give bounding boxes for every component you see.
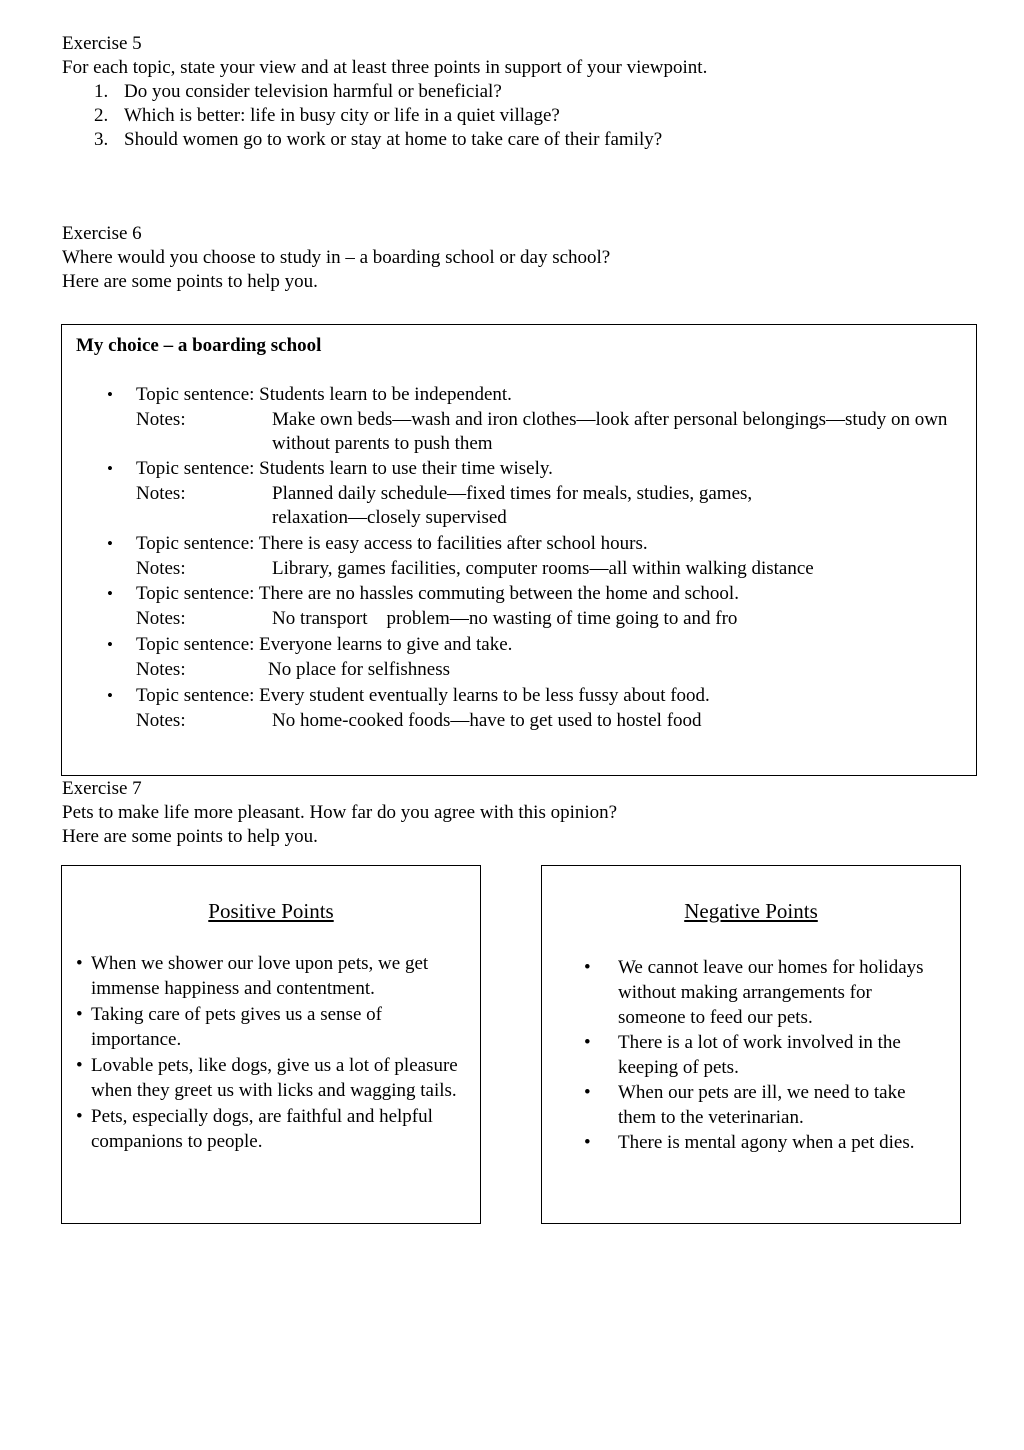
bullet-icon: • <box>584 1032 591 1053</box>
list-item <box>584 1080 944 1130</box>
bullet-icon: • <box>584 957 591 978</box>
list-item <box>584 1130 944 1155</box>
bullet-icon: • <box>107 584 113 603</box>
item-number: 1. <box>94 81 109 102</box>
exercise-7-question: Pets to make life more pleasant. How far do you agree with this opinion? <box>62 802 618 823</box>
bullet-icon: • <box>584 1132 591 1153</box>
list-item <box>584 955 944 1030</box>
list-item-text: We cannot leave our homes for holidays without making arrangements for someone to feed our pets. <box>618 957 924 1028</box>
exercise-5-title: Exercise 5 <box>62 33 142 54</box>
list-item-text: When our pets are ill, we need to take them to the veterinarian. <box>618 1082 906 1128</box>
exercise-5-instruction: For each topic, state your view and at least three points in support of your viewpoint. <box>62 57 708 78</box>
topic-sentence: Topic sentence: There are no hassles commuting between the home and school. <box>136 583 739 604</box>
exercise-6-question: Where would you choose to study in – a boarding school or day school? <box>62 247 611 268</box>
item-text: Should women go to work or stay at home to take care of their family? <box>124 129 663 150</box>
topic-sentence: Topic sentence: Students learn to use their time wisely. <box>136 458 553 479</box>
list-item-text: Lovable pets, like dogs, give us a lot of pleasure when they greet us with licks and wagging tails. <box>91 1055 458 1101</box>
topic-sentence: Topic sentence: Everyone learns to give and take. <box>136 634 513 655</box>
bullet-icon: • <box>107 686 113 705</box>
notes-label: Notes: <box>136 558 186 579</box>
topic-sentence: Topic sentence: There is easy access to facilities after school hours. <box>136 533 648 554</box>
notes-text: No transport problem—no wasting of time going to and fro <box>272 608 738 629</box>
bullet-icon: • <box>76 1055 83 1076</box>
bullet-icon: • <box>76 953 83 974</box>
list-item-text: When we shower our love upon pets, we get immense happiness and contentment. <box>91 953 429 999</box>
bullet-icon: • <box>107 635 113 654</box>
list-item-text: Pets, especially dogs, are faithful and helpful companions to people. <box>91 1106 433 1152</box>
box-title: My choice – a boarding school <box>76 335 322 356</box>
exercise-6-help: Here are some points to help you. <box>62 271 318 292</box>
negative-points-list <box>584 955 944 1155</box>
notes-text: No place for selfishness <box>268 659 451 680</box>
positive-points-list <box>76 951 471 1155</box>
negative-points-heading: Negative Points <box>684 899 818 923</box>
exercise-6-title: Exercise 6 <box>62 223 142 244</box>
item-text: Do you consider television harmful or beneficial? <box>124 81 502 102</box>
bullet-icon: • <box>107 459 113 478</box>
item-number: 2. <box>94 105 109 126</box>
exercise-7-help: Here are some points to help you. <box>62 826 318 847</box>
list-item-text: Taking care of pets gives us a sense of importance. <box>91 1004 382 1050</box>
list-item <box>76 951 471 1001</box>
notes-text: Planned daily schedule—fixed times for meals, studies, games, relaxation—closely supervised <box>272 483 753 528</box>
boarding-school-box <box>61 324 977 776</box>
bullet-icon: • <box>107 385 113 404</box>
positive-points-box <box>61 865 481 1224</box>
notes-label: Notes: <box>136 409 186 430</box>
notes-text: Make own beds—wash and iron clothes—look after personal belongings—study on own without parents to push them <box>272 409 948 454</box>
topic-sentence: Topic sentence: Every student eventually learns to be less fussy about food. <box>136 685 710 706</box>
bullet-icon: • <box>76 1004 83 1025</box>
notes-label: Notes: <box>136 659 186 680</box>
list-item <box>76 1002 471 1052</box>
list-item <box>76 1104 471 1154</box>
notes-text: Library, games facilities, computer rooms—all within walking distance <box>272 558 814 579</box>
notes-label: Notes: <box>136 710 186 731</box>
bullet-icon: • <box>584 1082 591 1103</box>
item-number: 3. <box>94 129 109 150</box>
positive-points-heading: Positive Points <box>208 899 334 923</box>
item-text: Which is better: life in busy city or life in a quiet village? <box>124 105 560 126</box>
topic-sentence: Topic sentence: Students learn to be independent. <box>136 384 512 405</box>
bullet-icon: • <box>76 1106 83 1127</box>
notes-text: No home-cooked foods—have to get used to hostel food <box>272 710 702 731</box>
list-item-text: There is a lot of work involved in the keeping of pets. <box>618 1032 901 1078</box>
list-item <box>76 1053 471 1103</box>
bullet-icon: • <box>107 534 113 553</box>
negative-points-box <box>541 865 961 1224</box>
notes-label: Notes: <box>136 608 186 629</box>
list-item-text: There is mental agony when a pet dies. <box>618 1132 915 1153</box>
notes-label: Notes: <box>136 483 186 504</box>
exercise-7-title: Exercise 7 <box>62 778 142 799</box>
list-item <box>584 1030 944 1080</box>
